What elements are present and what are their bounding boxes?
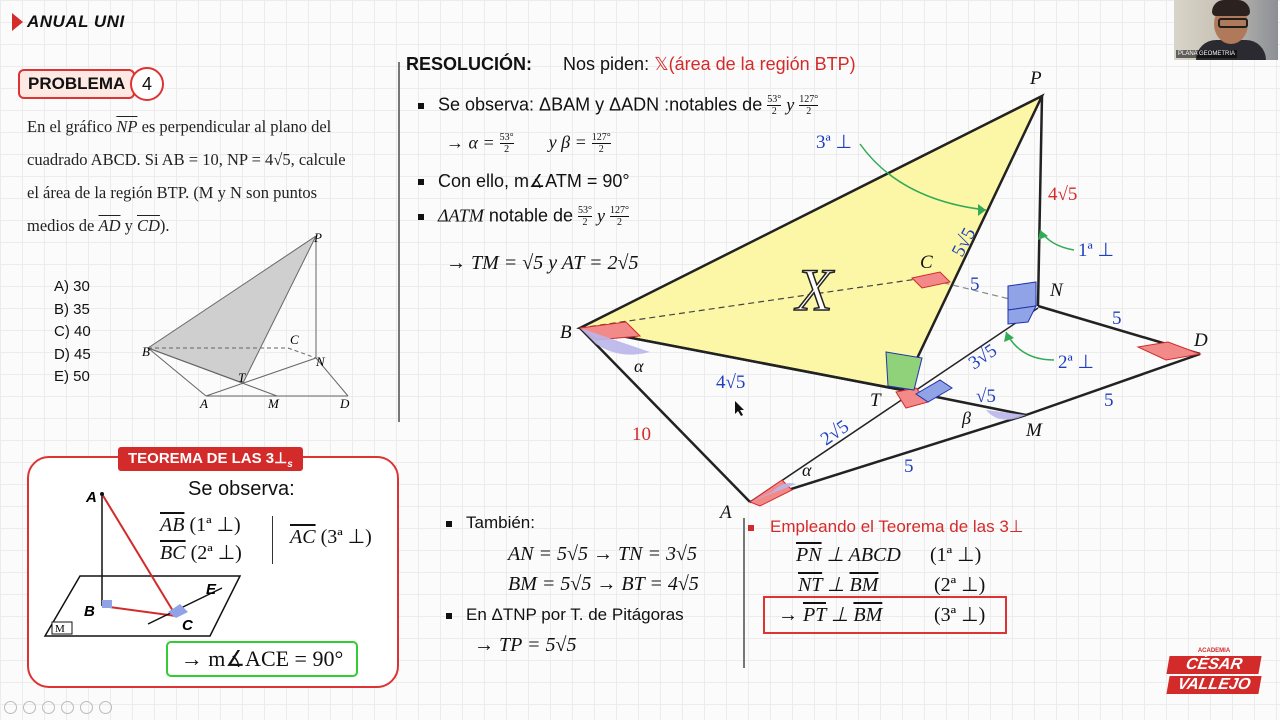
- lbl-r5: √5: [976, 386, 996, 407]
- lbl-5r5: 5√5: [947, 224, 981, 261]
- fig-label-a: A: [200, 396, 208, 411]
- thm-label-b: B: [84, 603, 95, 620]
- fig-label-d: D: [340, 396, 350, 411]
- next-slide-icon[interactable]: [23, 701, 36, 714]
- thm-label-c: C: [182, 617, 193, 634]
- tp-line: → TP = 5√5: [474, 634, 577, 656]
- lbl-5-ma: 5: [904, 456, 914, 477]
- theorem-line-3: $\overline{AC}$ (3ª ⊥): [290, 526, 372, 548]
- option-a: A) 30: [54, 278, 90, 295]
- chevron-right-icon: [12, 13, 23, 31]
- resolution-heading: RESOLUCIÓN: Nos piden: 𝕏(área de la región BTP): [406, 54, 856, 74]
- theorem-figure: [40, 484, 250, 644]
- main-label-b: B: [560, 322, 572, 343]
- lbl-10: 10: [632, 424, 651, 445]
- lbl-5-dm: 5: [1104, 390, 1114, 411]
- main-label-c: C: [920, 252, 933, 273]
- problem-figure: [138, 228, 368, 418]
- lbl-alpha-a: α: [802, 460, 812, 480]
- bullet-observe: Se observa: ΔBAM y ΔADN :notables de $\frac{53^\circ}{2}$ y $\frac{127^\circ}{2}$: [418, 94, 818, 117]
- prev-slide-icon[interactable]: [4, 701, 17, 714]
- option-c: C) 40: [54, 323, 91, 340]
- main-label-a: A: [720, 502, 732, 520]
- problem-line-4: medios de $\overline{AD}$ y $\overline{CD}$).: [27, 216, 170, 235]
- fig-label-n: N: [316, 354, 325, 369]
- mouse-cursor-icon: [735, 401, 747, 417]
- theorem-observe: Se observa:: [188, 478, 295, 500]
- problem-line-3: el área de la región BTP. (M y N son puntos: [27, 183, 318, 202]
- main-label-d: D: [1194, 330, 1208, 351]
- more-icon[interactable]: [99, 701, 112, 714]
- option-e: E) 50: [54, 368, 90, 385]
- main-label-x: X: [796, 257, 833, 323]
- lbl-2perp: 2ª ⊥: [1058, 352, 1095, 373]
- tm-at-line: → TM = √5 y AT = 2√5: [446, 252, 639, 274]
- main-label-m: M: [1026, 420, 1042, 441]
- fig-label-c: C: [290, 332, 299, 347]
- problem-number: 4: [130, 67, 164, 101]
- lbl-2r5: 2√5: [816, 416, 853, 451]
- webcam-feed: [1174, 0, 1278, 60]
- bm-line: BM = 5√5 → BT = 4√5: [508, 573, 699, 595]
- option-b: B) 35: [54, 300, 90, 318]
- webcam-caption: PLANA GEOMETRIA: [1178, 51, 1236, 57]
- theorem-line-2: $\overline{BC}$ (2ª ⊥): [160, 542, 242, 564]
- lbl-4r5: 4√5: [1048, 184, 1078, 205]
- thm-label-a: A: [86, 489, 97, 506]
- fig-label-b: B: [142, 344, 150, 359]
- problem-line-1: En el gráfico $\overline{NP}$ es perpendicular al plano del: [27, 117, 332, 136]
- main-label-p: P: [1030, 68, 1042, 89]
- theorem-result: → m∡ACE = 90°: [166, 641, 358, 677]
- fig-label-p: P: [314, 230, 322, 245]
- lbl-alpha-b: α: [634, 356, 644, 376]
- lbl-bt: 4√5: [716, 372, 746, 393]
- lbl-3perp: 3ª ⊥: [816, 132, 853, 153]
- problem-header: [18, 67, 164, 97]
- bullet-notable: ΔATM notable de $\frac{53^\circ}{2}$ y $\frac{127^\circ}{2}$: [418, 205, 629, 228]
- alpha-beta-line: → α = $\frac{53^\circ}{2}$ y β = $\frac{127^\circ}{2}$: [446, 132, 611, 155]
- r3-line: → $\overline{PT}$ ⊥ $\overline{BM}$ (3ª ⊥): [778, 604, 986, 626]
- lbl-3r5: 3√5: [964, 340, 1001, 375]
- lbl-5-cn: 5: [970, 274, 980, 295]
- pen-icon[interactable]: [42, 701, 55, 714]
- bullet-angle: Con ello, m∡ATM = 90°: [418, 171, 630, 192]
- bullet-pitagoras: En ΔTNP por T. de Pitágoras: [446, 605, 684, 625]
- lbl-1perp: 1ª ⊥: [1078, 240, 1115, 261]
- divider-bottom: [743, 518, 745, 668]
- r1-line: $\overline{PN}$ ⊥ ABCD (1ª ⊥): [796, 544, 982, 566]
- theorem-line-1: $\overline{AB}$ (1ª ⊥): [160, 514, 241, 536]
- copy-icon[interactable]: [61, 701, 74, 714]
- an-line: AN = 5√5 → TN = 3√5: [508, 543, 697, 565]
- theorem-title: TEOREMA DE LAS $3\perp_s$: [118, 447, 303, 471]
- option-d: D) 45: [54, 345, 91, 363]
- main-label-n: N: [1050, 280, 1063, 301]
- bullet-emp: Empleando el Teorema de las 3⊥: [748, 517, 1024, 537]
- fig-label-t: T: [238, 370, 246, 385]
- slide-toolbar[interactable]: [4, 701, 112, 714]
- thm-label-e: E: [206, 581, 217, 598]
- problem-label: PROBLEMA: [18, 69, 135, 99]
- lbl-beta: β: [962, 408, 971, 428]
- thm-label-m: M: [55, 623, 65, 635]
- brand-text: ANUAL UNI: [27, 12, 125, 31]
- problem-statement: [27, 110, 387, 242]
- brand-logo: [12, 12, 125, 32]
- zoom-icon[interactable]: [80, 701, 93, 714]
- divider-left: [398, 62, 400, 422]
- lbl-5-nd: 5: [1112, 308, 1122, 329]
- answer-options: [54, 276, 91, 389]
- bullet-tambien: También:: [446, 513, 535, 533]
- cesar-vallejo-logo: ACADEMIA CÉSAR VALLEJO: [1168, 648, 1260, 700]
- main-figure: [560, 60, 1240, 520]
- r2-line: $\overline{NT}$ ⊥ $\overline{BM}$ (2ª ⊥): [798, 574, 986, 596]
- fig-label-m: M: [268, 396, 279, 411]
- problem-line-2: cuadrado ABCD. Si AB = 10, NP = 4√5, calcule: [27, 150, 346, 169]
- main-label-t: T: [870, 390, 881, 411]
